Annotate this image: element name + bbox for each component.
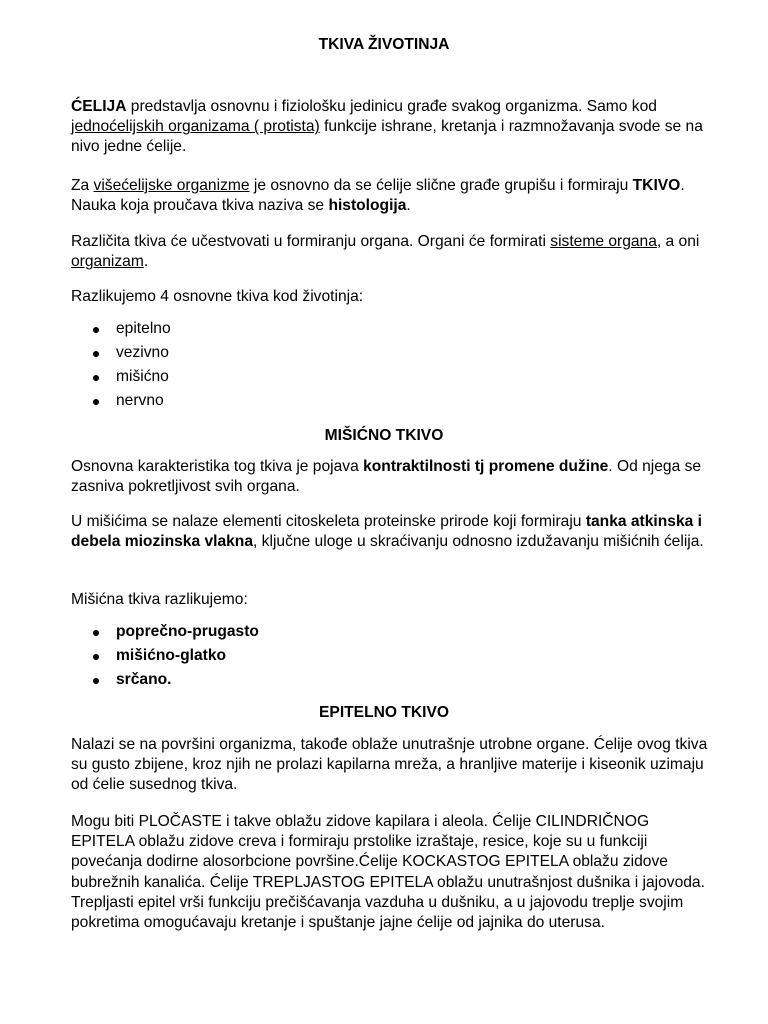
term-celija: ĆELIJA [71,98,127,115]
term-multicellular: višećelijske organizme [93,177,250,194]
text-run: U mišićima se nalaze elementi citoskeleta proteinske prirode koji formiraju [71,513,586,530]
term-histologija: histologija [328,197,407,215]
text-run: . Nauka koja proučava tkiva naziva se [71,177,685,215]
paragraph-epithel-types: Mogu biti PLOČASTE i takve oblažu zidove kapilara i aleola. Ćelije CILINDRIČNOG EPITELA oblažu zidove creva i formiraju prstolike izraštaje, resice, koje su u funkciji povećanja dodirne alosorbcione površine.Ćelije KOCKASTOG EPITELA oblažu zidove bubrežnih kanalića. Ćelije TREPLJASTOG EPITELA oblažu unutrašnjost dušnika i jajovoda. Trepljasti epitel vrši funkciju prečišćavanja vazduha u dušniku, a u jajovodu treplje svojim pokretima omogućavaju kretanje i spuštanje jajne ćelije od jajnika do uterusa. [71,813,705,932]
text-run: funkcije ishrane, kretanja i razmnožavanja svode se na nivo jedne ćelije. [71,118,703,156]
text-run: je osnovno da se ćelije slične građe grupišu i formiraju [249,177,633,194]
term-contractility: kontraktilnosti tj promene dužine [363,458,609,475]
list-item: vezivno [71,343,171,367]
text-run: Različita tkiva će učestvovati u formiranju organa. Organi će formirati [71,233,551,250]
text-run: Za [71,177,94,194]
text-run: , ključne uloge u skraćivanju odnosno izdužavanju mišićnih ćelija. [253,533,704,551]
list-item: mišićno-glatko [71,646,259,670]
paragraph-contractility [71,457,711,497]
document-title: TKIVA ŽIVOTINJA [318,36,450,53]
term-fibers: tanka atkinska i debela miozinska vlakna [71,513,702,551]
paragraph-tissue [71,176,711,216]
paragraph-organs [71,232,711,272]
list-item: epitelno [71,319,171,343]
paragraph-muscle-types-intro: Mišićna tkiva razlikujemo: [71,591,248,608]
text-run: . [406,197,411,215]
text-run: Osnovna karakteristika tog tkiva je pojava [71,458,364,475]
text-run: . [143,253,149,271]
term-tkivo: TKIVO [632,177,681,194]
text-run: , a oni [656,233,700,250]
paragraph-tissue-types-intro: Razlikujemo 4 osnovne tkiva kod životinja: [71,288,364,305]
paragraph-cell [71,97,711,158]
heading-muscle-tissue: MIŠIĆNO TKIVO [324,427,444,444]
term-organ-systems: sisteme organa [550,233,657,250]
text-run: . Od njega se zasniva pokretljivost svih organa. [71,458,702,496]
list-item: mišićno [71,367,171,391]
paragraph-epithel-location: Nalazi se na površini organizma, takođe oblaže unutrašnje utrobne organe. Ćelije ovog tkiva su gusto zbijene, kroz njih ne prolazi kapilarna mreža, a hranljive materije i kiseonik uzimaju od ćelie susednog tkiva. [71,736,708,794]
tissue-list [71,319,171,415]
term-protista: jednoćelijskih organizama ( protista) [71,118,320,136]
muscle-type-list [71,622,259,694]
heading-epithelial-tissue: EPITELNO TKIVO [319,704,449,721]
term-organism: organizam [71,253,144,271]
list-item: poprečno-prugasto [71,622,259,646]
list-item: srčano. [71,670,259,694]
paragraph-cytoskeleton [71,512,711,552]
list-item: nervno [71,391,171,415]
text-run: predstavlja osnovnu i fiziološku jedinicu građe svakog organizma. Samo kod [126,98,657,115]
